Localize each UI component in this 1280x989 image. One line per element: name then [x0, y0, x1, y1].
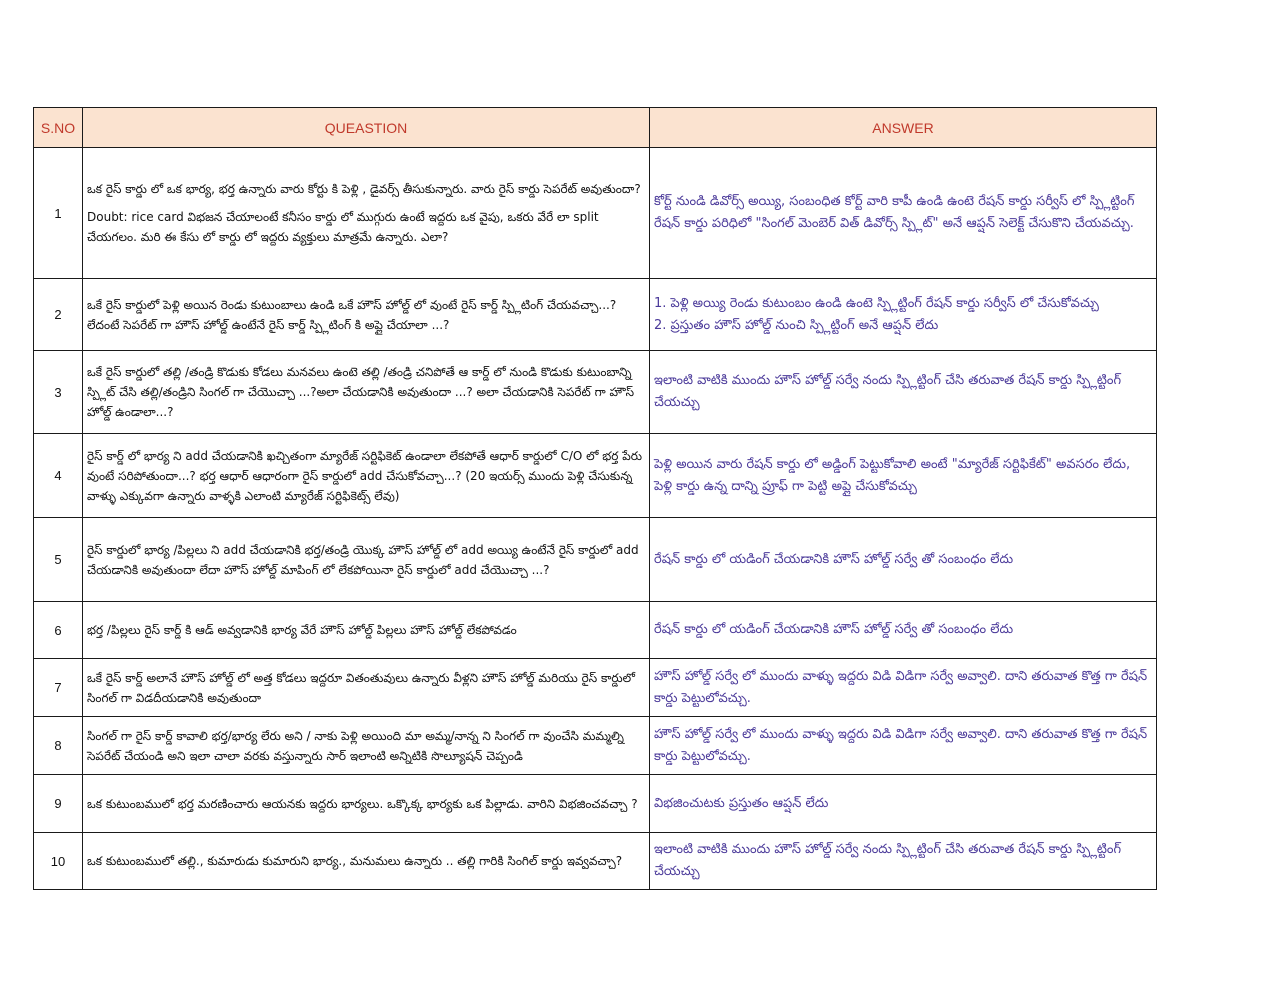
- row-sno: 9: [34, 775, 83, 833]
- row-sno: 1: [34, 148, 83, 279]
- row-answer: కోర్ట్ నుండి డివోర్స్ అయ్యి, సంబంధిత కోర్ట్ వారి కాపీ ఉండి ఉంటె రేషన్ కార్డు సర్వీస్ లో స్ప్లిట్టింగ్ రేషన్ కార్డు పరిధిలో "సింగల్ మెంబెర్ విత్ డివోర్స్ స్ప్లిట్" అనే ఆప్షన్ సెలెక్ట్ చేసుకొని చేయవచ్చు.: [650, 148, 1157, 279]
- row-question: భర్త /పిల్లలు రైస్ కార్డ్ కి ఆడ్ అవ్వడానికి భార్య వేరే హౌస్ హోల్డ్ పిల్లలు హౌస్ హోల్డ్ లేకపోవడం: [83, 602, 650, 659]
- row-question: రైస్ కార్డ్ లో భార్య ని add చేయడానికి ఖచ్చితంగా మ్యారేజ్ సర్టిఫికెట్ ఉండాలా లేకపోతే ఆధార్ కార్డులో C/O లో భర్త పేరు వుంటే సరిపోతుందా...? భర్త ఆధార్ ఆధారంగా రైస్ కార్డులో add చేసుకోవచ్చా...? (20 ఇయర్స్ ముందు పెళ్లి చేసుకున్న వాళ్ళు ఎక్కువగా ఉన్నారు వాళ్ళకి ఎలాంటి మ్యారేజ్ సర్టిఫికెట్స్ లేవు): [83, 434, 650, 518]
- table-row: [34, 659, 1157, 717]
- answer-point-2: 2. ప్రస్తుతం హౌస్ హోల్డ్ నుంచి స్ప్లిట్టింగ్ అనే ఆప్షన్ లేదు: [654, 317, 939, 333]
- table-row: [34, 717, 1157, 775]
- row-sno: 2: [34, 279, 83, 351]
- row-answer: రేషన్ కార్డు లో యడింగ్ చేయడానికి హౌస్ హోల్డ్ సర్వే తో సంబంధం లేదు: [650, 602, 1157, 659]
- row-question: [83, 148, 650, 279]
- row-answer: హౌస్ హోల్డ్ సర్వే లో ముందు వాళ్ళు ఇద్దరు విడి విడిగా సర్వే అవ్వాలి. దాని తరువాత కొత్త గా రేషన్ కార్డు పెట్టులోవచ్చు.: [650, 659, 1157, 717]
- row-answer: పెళ్లి అయిన వారు రేషన్ కార్డు లో అడ్డింగ్ పెట్టుకోవాలి అంటే "మ్యారేజ్ సర్టిఫికేట్" అవసరం లేదు, పెళ్లి కార్డు ఉన్న దాన్ని ప్రూఫ్ గా పెట్టి అప్లై చేసుకోవచ్చు: [650, 434, 1157, 518]
- table-row: [34, 775, 1157, 833]
- row-sno: 8: [34, 717, 83, 775]
- header-answer: ANSWER: [650, 108, 1157, 148]
- question-text: ఒక రైస్ కార్డు లో ఒక భార్య, భర్త ఉన్నారు వారు కోర్టు కి పెళ్లి , డైవర్స్ తీసుకున్నారు. వారు రైస్ కార్డు సెపరేట్ అవుతుందా?: [87, 182, 641, 196]
- faq-table: [33, 107, 1157, 890]
- header-question: QUEASTION: [83, 108, 650, 148]
- row-answer: ఇలాంటి వాటికి ముందు హౌస్ హోల్డ్ సర్వే నందు స్ప్లిట్టింగ్ చేసి తరువాత రేషన్ కార్డు స్ప్లిట్టింగ్ చేయచ్చు: [650, 833, 1157, 890]
- row-question: ఒక కుటుంబములో తల్లి., కుమారుడు కుమారుని భార్య., మనుమలు ఉన్నారు .. తల్లి గారికి సింగిల్ కార్డు ఇవ్వవచ్చా?: [83, 833, 650, 890]
- row-sno: 7: [34, 659, 83, 717]
- row-sno: 6: [34, 602, 83, 659]
- row-question: ఒకే రైస్ కార్డ్ అలానే హౌస్ హోల్డ్ లో అత్త కోడలు ఇద్దరూ వితంతువులు ఉన్నారు వీళ్లని హౌస్ హోల్డ్ మరియు రైస్ కార్డులో సింగల్ గా విడదీయడానికి అవుతుందా: [83, 659, 650, 717]
- row-answer: [650, 279, 1157, 351]
- table-row: [34, 434, 1157, 518]
- answer-point-1: 1. పెళ్లి అయ్యి రెండు కుటుంబం ఉండి ఉంటె స్ప్లిట్టింగ్ రేషన్ కార్డు సర్వీస్ లో చేసుకోవచ్చు: [654, 295, 1099, 311]
- row-answer: రేషన్ కార్డు లో యడింగ్ చేయడానికి హౌస్ హోల్డ్ సర్వే తో సంబంధం లేదు: [650, 518, 1157, 602]
- table-row: [34, 833, 1157, 890]
- row-question: సింగల్ గా రైస్ కార్డ్ కావాలి భర్త/భార్య లేరు అని / నాకు పెళ్లి అయింది మా అమ్మ/నాన్న ని సింగల్ గా వుంచేసి మమ్మల్ని సెపరేట్ చేయండి అని ఇలా చాలా వరకు వస్తున్నారు సార్ ఇలాంటి అన్నిటికి సొల్యూషన్ చెప్పండి: [83, 717, 650, 775]
- row-sno: 3: [34, 351, 83, 434]
- row-sno: 5: [34, 518, 83, 602]
- row-answer: ఇలాంటి వాటికి ముందు హౌస్ హోల్డ్ సర్వే నందు స్ప్లిట్టింగ్ చేసి తరువాత రేషన్ కార్డు స్ప్లిట్టింగ్ చేయచ్చు: [650, 351, 1157, 434]
- header-row: [34, 108, 1157, 148]
- row-question: రైస్ కార్డులో భార్య /పిల్లలు ని add చేయడానికి భర్త/తండ్రి యొక్క హౌస్ హోల్డ్ లో add అయ్యి ఉంటేనే రైస్ కార్డులో add చేయడానికి అవుతుందా లేదా హౌస్ హోల్డ్ మాపింగ్ లో లేకపోయినా రైస్ కార్డులో add చేయొచ్చా ...?: [83, 518, 650, 602]
- table-row: [34, 148, 1157, 279]
- row-sno: 4: [34, 434, 83, 518]
- row-question: ఒకే రైస్ కార్డులో తల్లి /తండ్రి కొడుకు కోడలు మనవలు ఉంటె తల్లి /తండ్రి చనిపోతే ఆ కార్డ్ లో నుండి కొడుకు కుటుంబాన్ని స్ప్లిట్ చేసి తల్లి/తండ్రిని సింగల్ గా చేయొచ్చా ...?అలా చేయడానికి అవుతుందా ...? అలా చేయడానికి సెపరేట్ గా హౌస్ హోల్డ్ ఉండాలా...?: [83, 351, 650, 434]
- row-question: ఒకే రైస్ కార్డులో పెళ్లి అయిన రెండు కుటుంబాలు ఉండి ఒకే హౌస్ హోల్డ్ లో వుంటే రైస్ కార్డ్ స్ప్లిటింగ్ చేయవచ్చా...?లేదంటే సెపరేట్ గా హౌస్ హోల్డ్ ఉంటేనే రైస్ కార్డ్ స్ప్లిటింగ్ కి అప్లై చేయాలా ...?: [83, 279, 650, 351]
- table-row: [34, 518, 1157, 602]
- row-answer: విభజించుటకు ప్రస్తుతం ఆప్షన్ లేదు: [650, 775, 1157, 833]
- question-doubt-text: Doubt: rice card విభజన చేయాలంటే కనీసం కార్డు లో ముగ్గురు ఉంటే ఇద్దరు ఒక వైపు, ఒకరు వేరే లా split చేయగలం. మరి ఈ కేసు లో కార్డు లో ఇద్దరు వ్యక్తులు మాత్రమే ఉన్నారు. ఎలా?: [87, 210, 599, 244]
- header-sno: S.NO: [34, 108, 83, 148]
- table-row: [34, 602, 1157, 659]
- row-question: ఒక కుటుంబములో భర్త మరణించారు ఆయనకు ఇద్దరు భార్యలు. ఒక్కొక్క భార్యకు ఒక పిల్లాడు. వారిని విభజించవచ్చా ?: [83, 775, 650, 833]
- table-row: [34, 351, 1157, 434]
- row-sno: 10: [34, 833, 83, 890]
- row-answer: హౌస్ హోల్డ్ సర్వే లో ముందు వాళ్ళు ఇద్దరు విడి విడిగా సర్వే అవ్వాలి. దాని తరువాత కొత్త గా రేషన్ కార్డు పెట్టులోవచ్చు.: [650, 717, 1157, 775]
- table-row: [34, 279, 1157, 351]
